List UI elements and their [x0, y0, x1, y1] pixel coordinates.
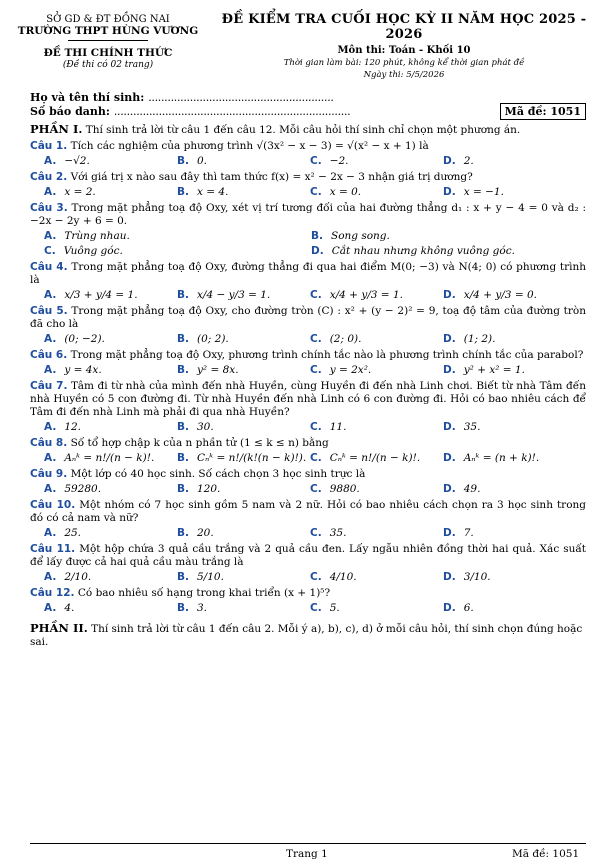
option-text: 9880. — [329, 483, 360, 495]
question-text: Tích các nghiệm của phương trình √(3x² − x − 3) = √(x² − x + 1) là — [70, 140, 429, 152]
option-c[interactable] — [310, 420, 443, 434]
question-stem — [30, 349, 586, 362]
options-row — [30, 185, 586, 199]
part-1-desc: Thí sinh trả lời từ câu 1 đến câu 12. Mỗi câu hỏi thí sinh chỉ chọn một phương án. — [85, 124, 521, 136]
option-text: y = 4x. — [64, 364, 102, 376]
option-letter: B. — [177, 155, 189, 167]
option-text: x = 2. — [64, 186, 96, 198]
option-d[interactable] — [311, 244, 578, 258]
option-letter: C. — [310, 155, 322, 167]
options-row — [30, 420, 586, 434]
department: SỞ GD & ĐT ĐỒNG NAI — [46, 14, 170, 25]
time-note: Thời gian làm bài: 120 phút, không kể thời gian phát đề — [283, 58, 525, 68]
exam-title: ĐỀ KIỂM TRA CUỐI HỌC KỲ II NĂM HỌC 2025 - 2026 — [221, 12, 587, 42]
question-number: Câu 11. — [30, 543, 76, 555]
exam-date: Ngày thi: 5/5/2026 — [363, 70, 445, 80]
question-3 — [30, 202, 586, 258]
header-divider — [68, 40, 148, 41]
option-letter: B. — [177, 602, 189, 614]
option-letter: C. — [310, 186, 322, 198]
option-d[interactable] — [443, 420, 576, 434]
question-stem — [30, 171, 586, 184]
question-text: Một hộp chứa 3 quả cầu trắng và 2 quả cầu đen. Lấy ngẫu nhiên đồng thời hai quả. Xác suất để lấy được cả hai quả cầu màu trắng là — [30, 543, 586, 568]
option-a[interactable] — [44, 526, 177, 540]
option-c[interactable] — [310, 363, 443, 377]
option-text: 4/10. — [329, 571, 357, 583]
option-letter: A. — [44, 186, 57, 198]
official-label: ĐỀ THI CHÍNH THỨC — [43, 47, 173, 59]
footer-divider — [30, 843, 586, 844]
option-c[interactable] — [310, 526, 443, 540]
option-letter: D. — [443, 155, 456, 167]
option-text: 4. — [64, 602, 75, 614]
option-text: 59280. — [64, 483, 102, 495]
question-text: Trong mặt phẳng toạ độ Oxy, phương trình chính tắc nào là phương trình chính tắc của parabol? — [70, 349, 584, 361]
option-b[interactable] — [177, 601, 310, 615]
option-c[interactable] — [310, 570, 443, 584]
option-letter: A. — [44, 230, 57, 242]
option-c[interactable] — [44, 244, 311, 258]
page-number: Trang 1 — [286, 848, 328, 860]
question-stem — [30, 587, 586, 600]
option-text: y² = 8x. — [197, 364, 239, 376]
option-letter: B. — [177, 452, 189, 464]
option-b[interactable] — [177, 526, 310, 540]
options-row — [30, 601, 586, 615]
options-row — [30, 154, 586, 168]
option-a[interactable] — [44, 570, 177, 584]
option-letter: C. — [310, 452, 322, 464]
option-a[interactable] — [44, 482, 177, 496]
option-letter: D. — [443, 452, 456, 464]
options-row — [30, 526, 586, 540]
option-letter: B. — [177, 364, 189, 376]
option-text: (0; 2). — [197, 333, 229, 345]
part-2-title: PHẦN II. — [30, 621, 88, 635]
question-text: Với giá trị x nào sau đây thì tam thức f(x) = x² − 2x − 3 nhận giá trị dương? — [70, 171, 473, 183]
option-text: 120. — [197, 483, 221, 495]
option-a[interactable] — [44, 154, 177, 168]
option-text: 5/10. — [197, 571, 224, 583]
option-text: 25. — [64, 527, 82, 539]
question-12 — [30, 587, 586, 615]
subject: Môn thi: Toán - Khối 10 — [337, 45, 471, 56]
option-c[interactable] — [310, 288, 443, 302]
option-letter: D. — [443, 289, 456, 301]
option-letter: B. — [311, 230, 323, 242]
option-a[interactable] — [44, 229, 311, 243]
option-text: 2. — [463, 155, 474, 167]
part-1-title: PHẦN I. — [30, 122, 83, 136]
option-d[interactable] — [443, 185, 576, 199]
question-number: Câu 8. — [30, 437, 68, 449]
options-row — [30, 229, 586, 243]
option-text: 35. — [463, 421, 481, 433]
question-number: Câu 9. — [30, 468, 68, 480]
options-row — [30, 451, 586, 465]
option-c[interactable] — [310, 185, 443, 199]
question-text: Tâm đi từ nhà của mình đến nhà Huyền, cùng Huyền đi đến nhà Linh chơi. Biết từ nhà Tâm đến nhà Huyền có 5 con đường đi. Từ nhà Huyền đến nhà Linh có 6 con đường đi. Hỏi có bao nhiêu cách để Tâm đi đến nhà Linh mà phải đi qua nhà Huyền? — [30, 380, 586, 418]
option-text: −2. — [329, 155, 349, 167]
option-d[interactable] — [443, 154, 576, 168]
question-stem — [30, 261, 586, 287]
question-text: Một nhóm có 7 học sinh gồm 5 nam và 2 nữ. Hỏi có bao nhiêu cách chọn ra 3 học sinh trong đó có cả nam và nữ? — [30, 499, 587, 524]
question-4 — [30, 261, 586, 302]
option-text: Cₙᵏ = n!/(k!(n − k)!). — [197, 452, 307, 464]
option-b[interactable] — [177, 482, 310, 496]
question-number: Câu 10. — [30, 499, 76, 511]
question-7 — [30, 380, 586, 434]
option-d[interactable] — [443, 363, 576, 377]
option-letter: C. — [310, 289, 322, 301]
student-name-field[interactable]: .......................................................... — [148, 91, 334, 104]
footer-exam-code: Mã đề: 1051 — [512, 848, 580, 860]
option-text: Cắt nhau nhưng không vuông góc. — [331, 245, 515, 257]
question-stem — [30, 380, 586, 419]
option-letter: B. — [177, 186, 189, 198]
option-text: x = −1. — [463, 186, 504, 198]
option-text: 20. — [197, 527, 214, 539]
exam-code-box: Mã đề: 1051 — [500, 103, 586, 120]
option-text: 6. — [463, 602, 474, 614]
question-stem — [30, 140, 586, 153]
option-letter: D. — [443, 602, 456, 614]
option-letter: A. — [44, 602, 57, 614]
option-letter: A. — [44, 364, 57, 376]
option-text: 49. — [463, 483, 481, 495]
option-letter: D. — [443, 421, 456, 433]
option-letter: D. — [443, 483, 456, 495]
question-number: Câu 7. — [30, 380, 68, 392]
option-letter: A. — [44, 289, 57, 301]
option-letter: B. — [177, 289, 189, 301]
option-b[interactable] — [177, 288, 310, 302]
question-number: Câu 4. — [30, 261, 68, 273]
option-letter: A. — [44, 527, 57, 539]
option-letter: B. — [177, 421, 189, 433]
option-letter: C. — [44, 245, 56, 257]
option-letter: D. — [311, 245, 324, 257]
option-letter: C. — [310, 364, 322, 376]
header-left — [6, 14, 210, 70]
option-letter: C. — [310, 527, 322, 539]
question-8 — [30, 437, 586, 465]
option-text: Song song. — [331, 230, 390, 242]
option-b[interactable] — [177, 332, 310, 346]
part-1-heading — [30, 123, 586, 137]
option-d[interactable] — [443, 526, 576, 540]
option-text: (2; 0). — [329, 333, 362, 345]
question-2 — [30, 171, 586, 199]
option-text: 35. — [329, 527, 347, 539]
option-letter: D. — [443, 527, 456, 539]
option-letter: A. — [44, 452, 57, 464]
option-letter: C. — [310, 571, 322, 583]
option-text: Aₙᵏ = n!/(n − k)!. — [64, 452, 155, 464]
question-number: Câu 1. — [30, 140, 68, 152]
option-letter: B. — [177, 333, 189, 345]
option-letter: B. — [177, 483, 189, 495]
option-text: x/3 + y/4 = 1. — [64, 289, 138, 301]
option-d[interactable] — [443, 482, 576, 496]
option-text: 5. — [329, 602, 340, 614]
question-text: Số tổ hợp chập k của n phần tử (1 ≤ k ≤ n) bằng — [70, 437, 329, 449]
option-text: Aₙᵏ = (n + k)!. — [463, 452, 540, 464]
option-text: x = 4. — [197, 186, 229, 198]
question-text: Một lớp có 40 học sinh. Số cách chọn 3 học sinh trực là — [70, 468, 366, 480]
question-stem — [30, 499, 586, 525]
option-letter: A. — [44, 483, 57, 495]
question-stem — [30, 543, 586, 569]
option-text: 30. — [197, 421, 214, 433]
part-2-desc: Thí sinh trả lời từ câu 1 đến câu 2. Mỗi ý a), b), c), d) ở mỗi câu hỏi, thí sinh chọn đúng hoặc sai. — [30, 623, 583, 648]
question-stem — [30, 437, 586, 450]
option-letter: A. — [44, 155, 57, 167]
options-row — [30, 363, 586, 377]
option-c[interactable] — [310, 601, 443, 615]
student-id-field[interactable]: .......................................................................... — [113, 105, 351, 118]
option-text: x/4 − y/3 = 1. — [197, 289, 271, 301]
question-1 — [30, 140, 586, 168]
option-letter: A. — [44, 333, 57, 345]
question-number: Câu 12. — [30, 587, 75, 599]
option-d[interactable] — [443, 288, 576, 302]
option-a[interactable] — [44, 420, 177, 434]
option-d[interactable] — [443, 601, 576, 615]
student-id-label: Số báo danh: — [30, 105, 110, 118]
question-number: Câu 5. — [30, 305, 68, 317]
option-letter: A. — [44, 571, 57, 583]
option-letter: D. — [443, 333, 456, 345]
option-a[interactable] — [44, 185, 177, 199]
option-a[interactable] — [44, 451, 177, 465]
option-letter: C. — [310, 421, 322, 433]
option-text: Cₙᵏ = n!/(n − k)!. — [329, 452, 421, 464]
option-a[interactable] — [44, 601, 177, 615]
option-text: Vuông góc. — [63, 245, 123, 257]
question-text: Có bao nhiêu số hạng trong khai triển (x + 1)⁵? — [77, 587, 331, 599]
option-text: (0; −2). — [64, 333, 105, 345]
option-letter: C. — [310, 333, 322, 345]
option-text: (1; 2). — [463, 333, 496, 345]
option-text: y = 2x². — [329, 364, 372, 376]
option-text: x/4 + y/3 = 1. — [329, 289, 403, 301]
option-text: 2/10. — [64, 571, 92, 583]
option-letter: B. — [177, 571, 189, 583]
option-letter: A. — [44, 421, 57, 433]
option-c[interactable] — [310, 154, 443, 168]
option-letter: D. — [443, 571, 456, 583]
option-b[interactable] — [177, 363, 310, 377]
option-text: Trùng nhau. — [64, 230, 130, 242]
header-right — [212, 12, 596, 80]
question-6 — [30, 349, 586, 377]
question-10 — [30, 499, 586, 540]
option-b[interactable] — [177, 185, 310, 199]
option-letter: C. — [310, 602, 322, 614]
option-text: 7. — [463, 527, 474, 539]
option-letter: C. — [310, 483, 322, 495]
options-row — [30, 288, 586, 302]
option-d[interactable] — [443, 332, 576, 346]
option-text: 11. — [329, 421, 347, 433]
option-text: x/4 + y/3 = 0. — [463, 289, 537, 301]
question-stem — [30, 468, 586, 481]
option-letter: D. — [443, 364, 456, 376]
option-a[interactable] — [44, 288, 177, 302]
option-letter: D. — [443, 186, 456, 198]
question-text: Trong mặt phẳng toạ độ Oxy, đường thẳng đi qua hai điểm M(0; −3) và N(4; 0) có phương trình là — [30, 261, 587, 286]
option-text: 3. — [197, 602, 208, 614]
question-list — [30, 140, 586, 615]
option-b[interactable] — [311, 229, 578, 243]
options-row — [30, 570, 586, 584]
option-text: 3/10. — [463, 571, 491, 583]
options-row — [30, 332, 586, 346]
exam-content — [30, 123, 586, 651]
part-2-heading — [30, 622, 586, 649]
option-c[interactable] — [310, 332, 443, 346]
option-text: 12. — [64, 421, 82, 433]
question-number: Câu 6. — [30, 349, 68, 361]
question-text: Trong mặt phẳng toạ độ Oxy, cho đường tròn (C) : x² + (y − 2)² = 9, toạ độ tâm của đường tròn đã cho là — [30, 305, 587, 330]
option-a[interactable] — [44, 363, 177, 377]
question-stem — [30, 202, 586, 228]
option-text: 0. — [197, 155, 208, 167]
pages-note: (Đề thi có 02 trang) — [62, 60, 154, 70]
option-d[interactable] — [443, 570, 576, 584]
student-name-label: Họ và tên thí sinh: — [30, 91, 145, 104]
question-text: Trong mặt phẳng toạ độ Oxy, xét vị trí tương đối của hai đường thẳng d₁ : x + y − 4 = 0 và d₂ : −2x − 2y + 6 = 0. — [30, 202, 587, 227]
question-number: Câu 3. — [30, 202, 68, 214]
option-text: y² + x² = 1. — [463, 364, 525, 376]
option-letter: B. — [177, 527, 189, 539]
option-c[interactable] — [310, 482, 443, 496]
option-text: x = 0. — [329, 186, 362, 198]
question-5 — [30, 305, 586, 346]
option-a[interactable] — [44, 332, 177, 346]
option-c[interactable] — [310, 451, 443, 465]
question-number: Câu 2. — [30, 171, 68, 183]
options-row — [30, 244, 586, 258]
options-row — [30, 482, 586, 496]
question-11 — [30, 543, 586, 584]
question-stem — [30, 305, 586, 331]
option-b[interactable] — [177, 570, 310, 584]
option-text: −√2. — [64, 155, 90, 167]
question-9 — [30, 468, 586, 496]
option-b[interactable] — [177, 451, 310, 465]
option-b[interactable] — [177, 420, 310, 434]
option-b[interactable] — [177, 154, 310, 168]
school-name: TRƯỜNG THPT HÙNG VƯƠNG — [17, 25, 199, 37]
option-d[interactable] — [443, 451, 576, 465]
